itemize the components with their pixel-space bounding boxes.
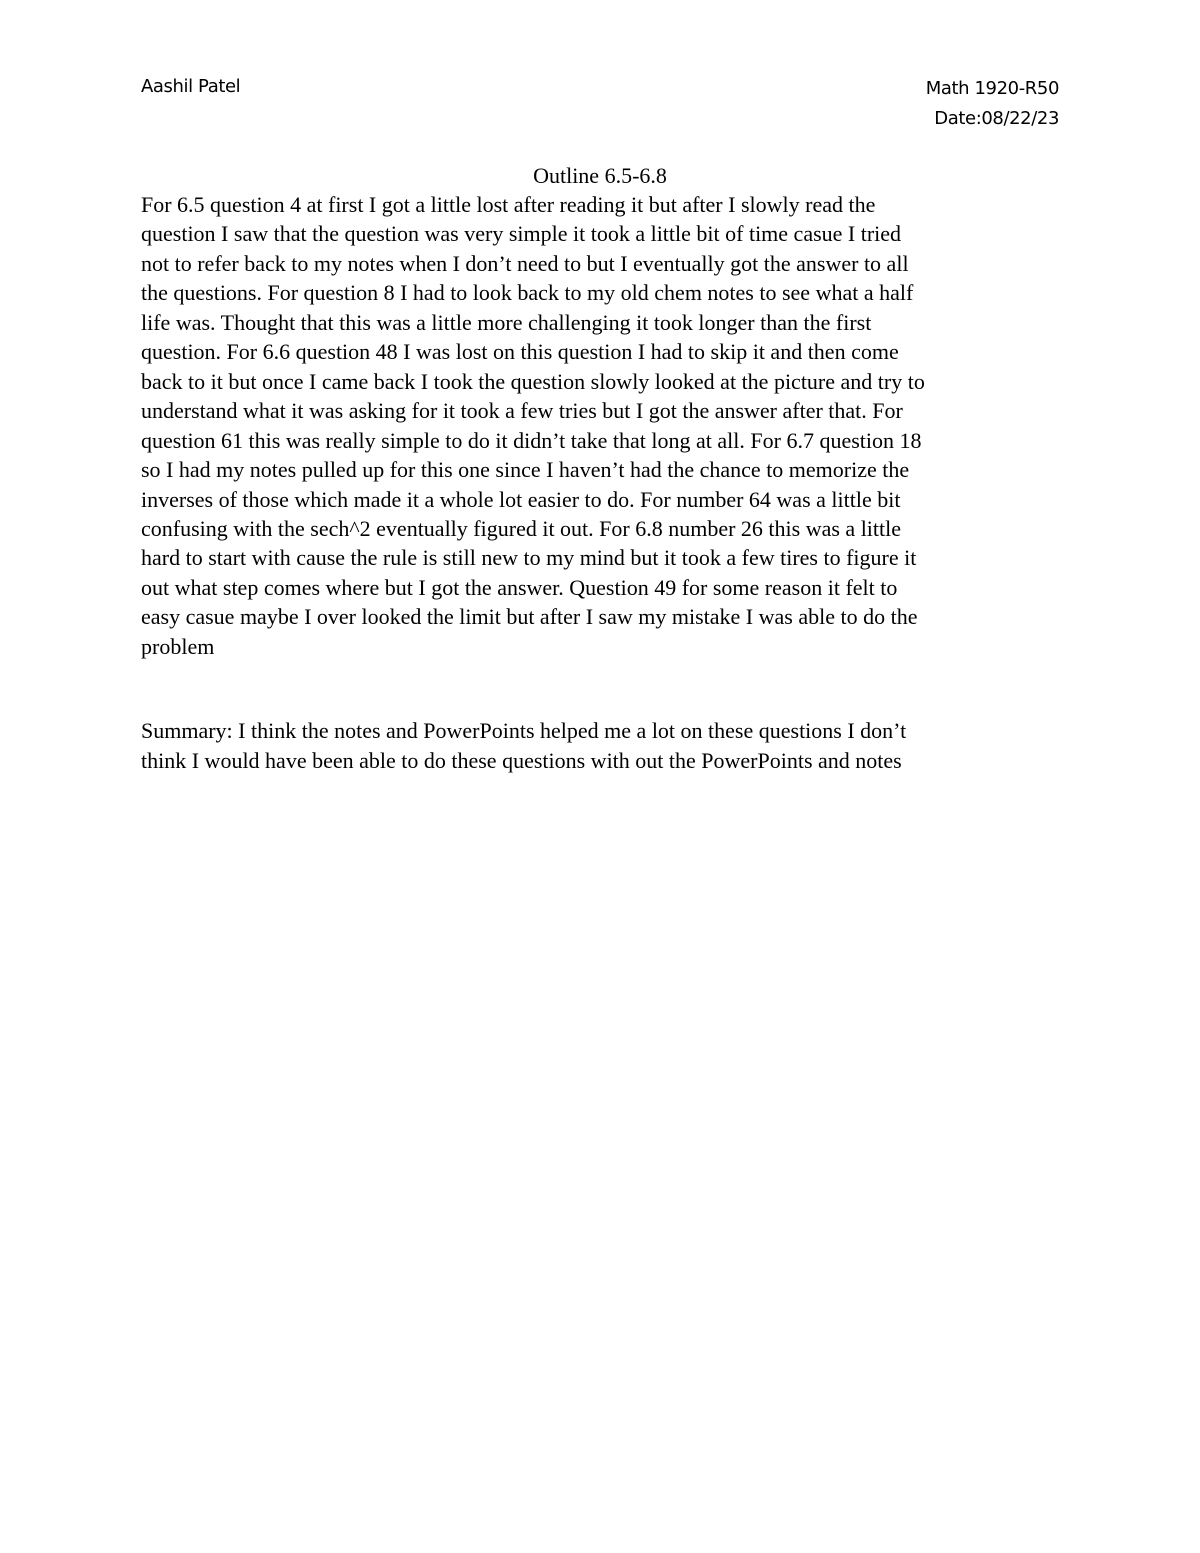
body-paragraph (141, 190, 1071, 661)
body-line: inverses of those which made it a whole lot easier to do. For number 64 was a little bit (141, 486, 901, 512)
course-info (926, 74, 1059, 134)
document-title: Outline 6.5-6.8 (533, 163, 667, 188)
author-name: Aashil Patel (141, 76, 241, 97)
body-line: question. For 6.6 question 48 I was lost on this question I had to skip it and then come (141, 339, 899, 365)
body-line: the questions. For question 8 I had to look back to my old chem notes to see what a half (141, 280, 914, 306)
course-code: Math 1920-R50 (925, 78, 1059, 99)
body-line: For 6.5 question 4 at first I got a little lost after reading it but after I slowly read the (141, 192, 876, 217)
body-line: life was. Thought that this was a little more challenging it took longer than the first (141, 309, 872, 335)
body-line: hard to start with cause the rule is still new to my mind but it took a few tires to figure it (141, 545, 917, 571)
body-line: out what step comes where but I got the answer. Question 49 for some reason it felt to (141, 574, 898, 600)
body-line: not to refer back to my notes when I don’t need to but I eventually got the answer to all (141, 250, 909, 276)
summary-line: think I would have been able to do these questions with out the PowerPoints and notes (141, 747, 902, 773)
body-line: back to it but once I came back I took the question slowly looked at the picture and try to (141, 368, 925, 394)
body-line: question 61 this was really simple to do it didn’t take that long at all. For 6.7 question 18 (141, 427, 922, 453)
document-date: Date:08/22/23 (934, 108, 1059, 129)
body-line: problem (141, 633, 215, 659)
body-line: easy casue maybe I over looked the limit but after I saw my mistake I was able to do the (141, 604, 918, 630)
body-line: confusing with the sech^2 eventually figured it out. For 6.8 number 26 this was a little (141, 515, 902, 541)
body-line: so I had my notes pulled up for this one since I haven’t had the chance to memorize the (141, 457, 910, 483)
summary-line: Summary: I think the notes and PowerPoints helped me a lot on these questions I don’t (141, 718, 907, 743)
summary-paragraph (141, 716, 1071, 775)
body-line: question I saw that the question was very simple it took a little bit of time casue I tried (141, 221, 902, 247)
body-line: understand what it was asking for it took a few tries but I got the answer after that. For (141, 398, 903, 424)
